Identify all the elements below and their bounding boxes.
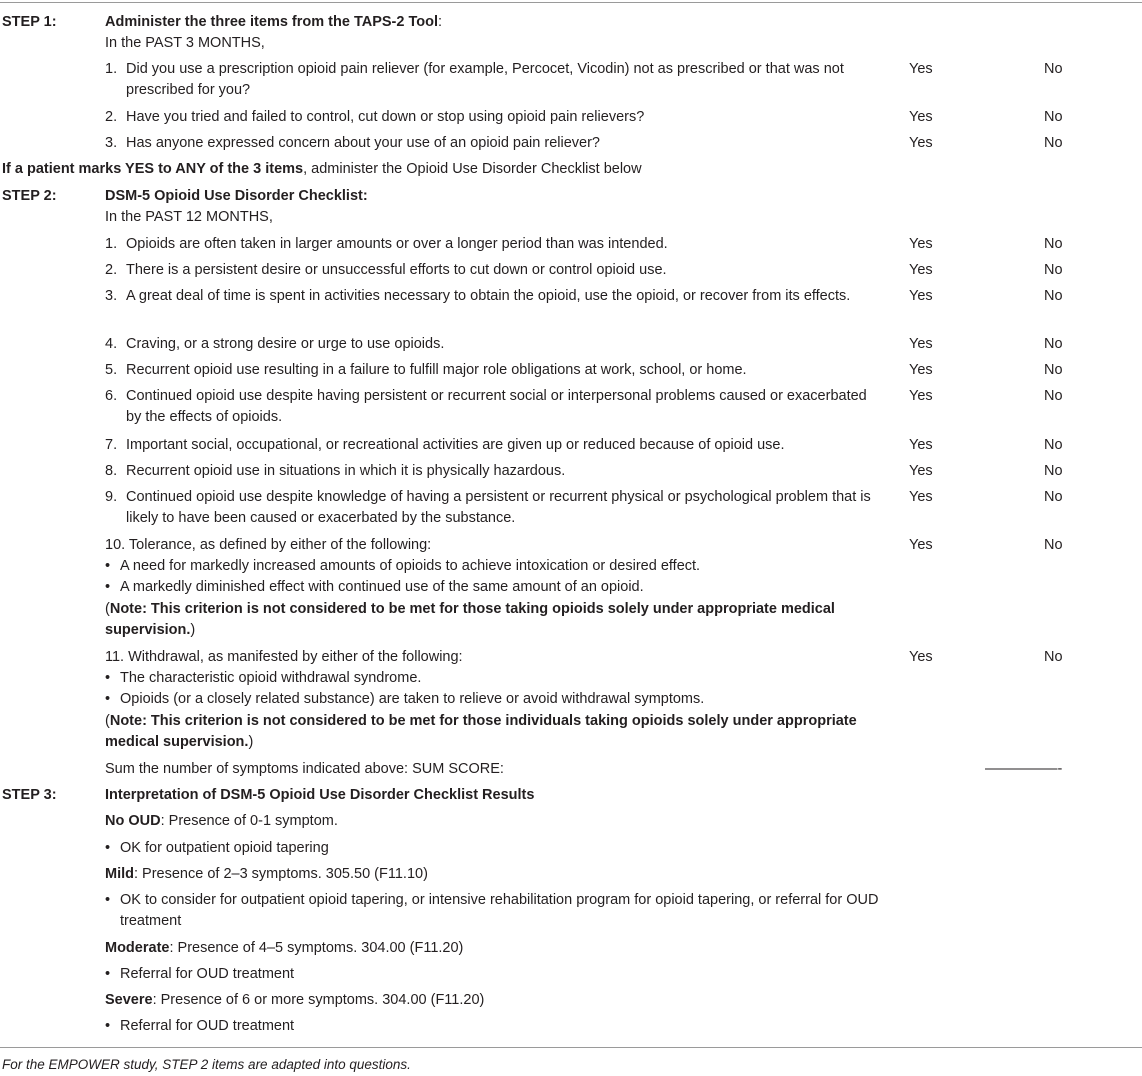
yes-option: Yes [909, 288, 933, 304]
sum-score-blank: —————- [985, 761, 1063, 777]
no-option: No [1044, 388, 1063, 404]
bullet-icon: • [105, 840, 111, 856]
no-option: No [1044, 61, 1063, 77]
bullet-icon: • [105, 892, 111, 908]
bullet-text: Referral for OUD treatment [120, 1018, 295, 1034]
step2-period-text: In the PAST 12 MONTHS, [105, 209, 273, 225]
bullet-icon: • [105, 670, 111, 686]
item-number: 3. [105, 288, 118, 304]
note-paren: ) [248, 734, 254, 750]
item-number: 2. [105, 109, 118, 125]
step2-label: STEP 2: [2, 188, 57, 204]
yes-option: Yes [909, 489, 933, 505]
item-number: 1. [105, 236, 118, 252]
note-paren: ) [190, 622, 196, 638]
item-number: 1. [105, 61, 118, 77]
no-option: No [1044, 362, 1063, 378]
step3-title: Interpretation of DSM-5 Opioid Use Disorder Checklist Results [105, 787, 535, 803]
step1-title-colon: : [438, 14, 443, 30]
no-option: No [1044, 489, 1063, 505]
step2-title: DSM-5 Opioid Use Disorder Checklist: [105, 188, 368, 204]
item-number: 8. [105, 463, 118, 479]
bottom-rule [0, 1047, 1142, 1048]
no-option: No [1044, 537, 1063, 553]
item-text: There is a persistent desire or unsuccessful efforts to cut down or control opioid use. [126, 262, 667, 278]
no-option: No [1044, 135, 1063, 151]
bullet-text: The characteristic opioid withdrawal syndrome. [120, 670, 422, 686]
no-option: No [1044, 463, 1063, 479]
yes-option: Yes [909, 262, 933, 278]
bullet-text: OK for outpatient opioid tapering [120, 840, 329, 856]
no-option: No [1044, 336, 1063, 352]
no-option: No [1044, 262, 1063, 278]
item-text: Continued opioid use despite having persistent or recurrent social or interpersonal problems caused or exacerbated by the effects of opioids. [126, 388, 867, 425]
bullet-icon: • [105, 558, 111, 574]
sum-score-label: Sum the number of symptoms indicated above: SUM SCORE: [105, 761, 504, 777]
yes-option: Yes [909, 649, 933, 665]
item-number: 2. [105, 262, 118, 278]
bullet-text: Referral for OUD treatment [120, 966, 295, 982]
item-text: Recurrent opioid use resulting in a failure to fulfill major role obligations at work, school, or home. [126, 362, 747, 378]
instruction-rest: , administer the Opioid Use Disorder Checklist below [303, 161, 642, 177]
yes-option: Yes [909, 236, 933, 252]
item-number: 9. [105, 489, 118, 505]
note-paren: ( [105, 713, 110, 729]
yes-option: Yes [909, 388, 933, 404]
bullet-text: Opioids (or a closely related substance) are taken to relieve or avoid withdrawal symptoms. [120, 691, 705, 707]
level-desc: : Presence of 0-1 symptom. [160, 813, 338, 829]
yes-option: Yes [909, 362, 933, 378]
item-heading: 10. Tolerance, as defined by either of the following: [105, 537, 432, 553]
level-name: Mild [105, 866, 134, 882]
item-text: A great deal of time is spent in activities necessary to obtain the opioid, use the opioid, or recover from its effects. [126, 288, 851, 304]
step1-label: STEP 1: [2, 14, 57, 30]
step1-period-text: In the PAST 3 MONTHS, [105, 35, 265, 51]
item-text: Important social, occupational, or recreational activities are given up or reduced because of opioid use. [126, 437, 785, 453]
item-text: Craving, or a strong desire or urge to use opioids. [126, 336, 445, 352]
no-option: No [1044, 649, 1063, 665]
level-desc: : Presence of 2–3 symptoms. 305.50 (F11.10) [134, 866, 428, 882]
bullet-icon: • [105, 579, 111, 595]
item-text: Opioids are often taken in larger amounts or over a longer period than was intended. [126, 236, 668, 252]
bullet-icon: • [105, 966, 111, 982]
item-number: 5. [105, 362, 118, 378]
level-desc: : Presence of 6 or more symptoms. 304.00 (F11.20) [152, 992, 485, 1008]
step3-label: STEP 3: [2, 787, 57, 803]
yes-option: Yes [909, 463, 933, 479]
footnote: For the EMPOWER study, STEP 2 items are adapted into questions. [2, 1057, 411, 1072]
yes-option: Yes [909, 135, 933, 151]
item-number: 4. [105, 336, 118, 352]
no-option: No [1044, 437, 1063, 453]
no-option: No [1044, 109, 1063, 125]
level-name: Moderate [105, 940, 170, 956]
level-desc: : Presence of 4–5 symptoms. 304.00 (F11.20) [169, 940, 464, 956]
item-number: 6. [105, 388, 118, 404]
instruction-bold: If a patient marks YES to ANY of the 3 items [2, 161, 304, 177]
top-rule [0, 2, 1142, 3]
yes-option: Yes [909, 109, 933, 125]
level-name: Severe [105, 992, 153, 1008]
bullet-text: OK to consider for outpatient opioid tapering, or intensive rehabilitation program for opioid tapering, or referral for OUD treatment [120, 892, 879, 929]
note-paren: ( [105, 601, 110, 617]
item-text: Did you use a prescription opioid pain reliever (for example, Percocet, Vicodin) not as prescribed or that was not prescribed for you? [126, 61, 844, 98]
item-text: Continued opioid use despite knowledge of having a persistent or recurrent physical or psychological problem that is likely to have been caused or exacerbated by the substance. [126, 489, 871, 526]
bullet-text: A need for markedly increased amounts of opioids to achieve intoxication or desired effect. [120, 558, 701, 574]
yes-option: Yes [909, 437, 933, 453]
item-text: Recurrent opioid use in situations in which it is physically hazardous. [126, 463, 566, 479]
item-heading: 11. Withdrawal, as manifested by either of the following: [105, 649, 463, 665]
item-number: 7. [105, 437, 118, 453]
item-text: Has anyone expressed concern about your use of an opioid pain reliever? [126, 135, 600, 151]
step1-title: Administer the three items from the TAPS-2 Tool [105, 14, 439, 30]
bullet-icon: • [105, 1018, 111, 1034]
bullet-text: A markedly diminished effect with continued use of the same amount of an opioid. [120, 579, 644, 595]
yes-option: Yes [909, 336, 933, 352]
no-option: No [1044, 288, 1063, 304]
note-text: Note: This criterion is not considered to be met for those individuals taking opioids solely under appropriate medical supervision. [105, 713, 857, 750]
item-number: 3. [105, 135, 118, 151]
yes-option: Yes [909, 537, 933, 553]
note-text: Note: This criterion is not considered to be met for those taking opioids solely under appropriate medical supervision. [105, 601, 835, 638]
yes-option: Yes [909, 61, 933, 77]
level-name: No OUD [105, 813, 161, 829]
no-option: No [1044, 236, 1063, 252]
item-text: Have you tried and failed to control, cut down or stop using opioid pain relievers? [126, 109, 645, 125]
bullet-icon: • [105, 691, 111, 707]
